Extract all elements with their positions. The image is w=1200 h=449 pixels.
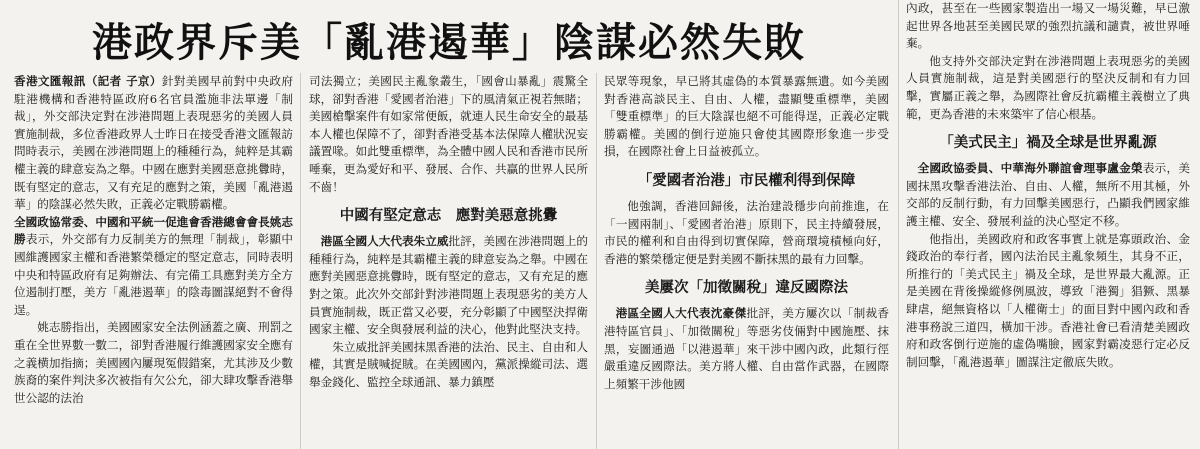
article-column-3	[604, 73, 889, 449]
speaker-name: 全國政協常委、中國和平統一促進會香港總會會長姚志勝	[14, 214, 293, 247]
paragraph: 香港文匯報訊（記者 子京）針對美國早前對中央政府駐港機構和香港特區政府6名官員濫施非法單邊「制裁」，外交部決定對在涉港問題上表現惡劣的美國人員實施制裁，多位香港政界人士昨日在接受香港文匯報訪問時表示，美國在涉港問題上的種種行為，純粹是其霸權主義的肆意妄為之舉。中國在應對美國惡意挑釁時，既有堅定的意志，又有充足的應對之策，美國「亂港遏華」的陰謀必然失敗，正義必定戰勝霸權。	[14, 74, 293, 212]
paragraph: 他支持外交部決定對在涉港問題上表現惡劣的美國人員實施制裁，這是對美國惡行的堅決反制和有力回擊，實屬正義之舉，為國際社會反抗霸權主義樹立了典範，更為香港的未來築牢了信心根基。	[906, 53, 1190, 121]
paragraph: 全國政協委員、中華海外聯誼會理事盧金榮表示，美國抹黑攻擊香港法治、自由、人權，無所不用其極，外交部的反制行動，有力回擊美國惡行，凸顯我們國家維護主權、安全、發展利益的決心堅定不移。	[906, 161, 1190, 228]
column-divider	[898, 0, 899, 449]
paragraph: 他指出，美國政府和政客事實上就是寡頭政治、金錢政治的奉行者，國內法治民主亂象頻生，其身不正，所推行的「美式民主」禍及全球，是世界最大亂源。正是美國在背後操縱修例風波，導致「港獨」猖獗、黑暴肆虐，絕無資格以「人權衛士」的面目對中國內政和香港事務說三道四，橫加干涉。香港社會已看清楚美國政府和政客倒行逆施的虛偽嘴臉，國家對霸凌惡行定必反制回擊，「亂港遏華」圖謀注定徹底失敗。	[906, 231, 1190, 369]
column-divider	[596, 73, 597, 449]
paragraph: 民眾等現象，早已將其虛偽的本質暴露無遺。如今美國對香港高談民主、自由、人權，盡顯雙重標準，美國「雙重標準」的巨大陰謀也絕不可能得逞，正義必定戰勝霸權。美國的倒行逆施只會使其國際形象進一步受損，在國際社會上日益被孤立。	[604, 74, 889, 159]
article-column-2	[309, 73, 588, 449]
article-column-4	[906, 0, 1190, 449]
speaker-name: 港區全國人大代表朱立威	[320, 234, 449, 249]
paragraph: 全國政協常委、中國和平統一促進會香港總會會長姚志勝表示，外交部有力反制美方的無理「制裁」，彰顯中國維護國家主權和香港繁榮穩定的堅定意志，同時表明中央和特區政府有足夠辦法、有完備工具應對美方全方位遏制打壓，美方「亂港遏華」的陰毒圖謀絕對不會得逞。	[14, 214, 293, 317]
headline-block	[0, 0, 898, 78]
subheading: 美屢次「加徵關稅」違反國際法	[645, 280, 848, 297]
paragraph: 朱立威批評美國抹黑香港的法治、民主、自由和人權，其實是賊喊捉賊。在美國國內，黨派操縱司法、選舉金錢化、監控全球通訊、暴力鎮壓	[309, 339, 588, 389]
paragraph: 港區全國人大代表朱立威批評，美國在涉港問題上的種種行為，純粹是其霸權主義的肆意妄為之舉。中國在應對美國惡意挑釁時，既有堅定的意志，又有充足的應對之策。此次外交部針對涉港問題上表現惡劣的美方人員實施制裁，既正當又必要，充分彰顯了中國堅決捍衛國家主權、安全與發展利益的決心，他對此堅決支持。	[309, 234, 588, 337]
paragraph: 姚志勝指出，美國國家安全法例涵蓋之廣、刑罰之重在全世界數一數二，卻對香港履行維護國家安全應有之義横加指摘；美國國內屢現冤假錯案，尤其涉及少數族裔的案件判決多次被指有欠公允，卻大肆攻擊香港舉世公認的法治	[14, 320, 293, 405]
speaker-name: 港區全國人大代表沈豪傑	[615, 306, 747, 321]
byline: 香港文匯報訊（記者 子京）	[14, 74, 162, 88]
speaker-name: 全國政協委員、中華海外聯誼會理事盧金榮	[917, 161, 1143, 176]
headline: 港政界斥美「亂港遏華」陰謀必然失敗	[92, 19, 806, 66]
article-column-1	[14, 73, 293, 449]
subheading: 「美式民主」禍及全球是世界亂源	[939, 135, 1157, 152]
subheading: 中國有堅定意志 應對美惡意挑釁	[339, 208, 558, 225]
paragraph: 內政，甚至在一些國家製造出一場又一場災難，早已激起世界各地甚至美國民眾的強烈抗議和譴責，被世界唾棄。	[906, 1, 1190, 51]
subheading: 「愛國者治港」市民權利得到保障	[637, 172, 856, 189]
paragraph: 港區全國人大代表沈豪傑批評，美方屢次以「制裁香港特區官員」、「加徵關稅」等惡劣伎倆對中國施壓、抹黑，妄圖通過「以港遏華」來干涉中國內政，此類行徑嚴重違反國際法。美方將人權、自由當作武器，在國際上頻繁干涉他國	[604, 306, 889, 391]
paragraph: 他強調，香港回歸後，法治建設穩步向前推進，在「一國兩制」、「愛國者治港」原則下，民主持續發展，市民的權利和自由得到切實保障，營商環境積極向好，香港的繁榮穩定便是對美國不斷抹黑的最有力回擊。	[604, 198, 889, 266]
paragraph: 司法獨立；美國民主亂象叢生，「國會山暴亂」震驚全球，卻對香港「愛國者治港」下的風清氣正視若無睹；美國槍擊案件有如家常便飯，就連人民生命安全的最基本人權也保障不了，卻對香港受基本法保障人權狀況妄議置喙。如此雙重標準，為全體中國人民和香港市民所唾棄，更為愛好和平、發展、合作、共贏的世界人民所不齒！	[309, 74, 588, 194]
column-divider	[300, 73, 301, 449]
